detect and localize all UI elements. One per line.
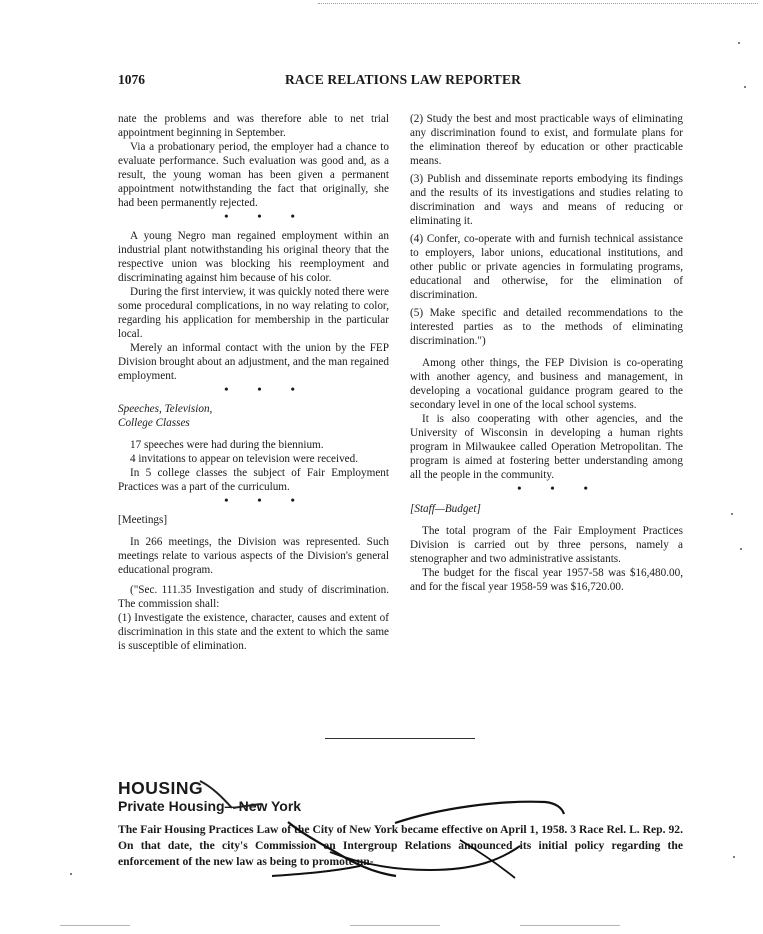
housing-paragraph: The Fair Housing Practices Law of the City of New York became effective on April 1, 1958. 3 Race Rel. L. Rep. 92. On that date, the city's Commission on Intergroup Relations announced its initial policy regarding the enforcement of the new law as being to promote un- [118, 823, 683, 868]
scan-edge-dotted-line [318, 3, 758, 4]
section-separator-dots: • • • [224, 493, 308, 507]
statute-item: (3) Publish and disseminate reports embodying its findings and the results of its investigations and studies relating to discrimination and ways and means of reducing or eliminating it. [410, 173, 683, 227]
section-divider-rule [325, 738, 475, 739]
scan-speck [733, 856, 735, 858]
paragraph: A young Negro man regained employment within an industrial plant notwithstanding his original theory that the respective union was blocking his reemployment and discriminating against him because of his color. [118, 230, 389, 284]
section-heading: [Meetings] [118, 514, 168, 526]
scan-edge-line [350, 925, 440, 926]
section-heading: College Classes [118, 417, 190, 429]
scan-speck [740, 548, 742, 550]
paragraph: nate the problems and was therefore able to net trial appointment beginning in September. [118, 113, 389, 139]
housing-subheading: Private Housing—New York [118, 798, 302, 814]
paragraph: The total program of the Fair Employment Practices Division is carried out by three persons, namely a stenographer and two administrative assistants. [410, 525, 683, 565]
paragraph: In 5 college classes the subject of Fair Employment Practices was a part of the curriculum. [118, 467, 389, 493]
paragraph: It is also cooperating with other agencies, and the University of Wisconsin in developing a human rights program in Milwaukee called Operation Metropolitan. The program is aimed at fostering better understanding among all the people in the community. [410, 413, 683, 481]
section-separator-dots: • • • [224, 382, 308, 396]
statute-item: (2) Study the best and most practicable ways of eliminating any discrimination found to exist, and formulate plans for the elimination thereof by education or other practicable means. [410, 113, 683, 167]
scan-edge-line [520, 925, 620, 926]
section-separator-dots: • • • [224, 209, 308, 223]
page-number: 1076 [118, 72, 145, 87]
section-heading: [Staff—Budget] [410, 503, 481, 515]
paragraph: 17 speeches were had during the biennium. [130, 439, 324, 451]
statute-item: (1) Investigate the existence, character, causes and extent of discrimination in this state and the extent to which the same is susceptible of elimination. [118, 612, 389, 652]
paragraph: Merely an informal contact with the union by the FEP Division brought about an adjustment, and the man regained employment. [118, 342, 389, 382]
paragraph: 4 invitations to appear on television were received. [130, 453, 359, 465]
pen-stroke [395, 802, 564, 823]
section-heading: Speeches, Television, [118, 403, 213, 415]
paragraph: The budget for the fiscal year 1957-58 was $16,480.00, and for the fiscal year 1958-59 was $16,720.00. [410, 567, 683, 593]
housing-heading: HOUSING [118, 778, 204, 798]
scan-speck [70, 873, 72, 875]
section-separator-dots: • • • [517, 481, 601, 495]
paragraph: Via a probationary period, the employer had a chance to evaluate performance. Such evaluation was good and, as a result, the young woman has been given a permanent appointment notwithstanding the fact that originally, she had been permanently rejected. [118, 141, 389, 209]
scan-speck [738, 42, 740, 44]
right-column [410, 112, 683, 594]
left-column [118, 112, 389, 653]
statute-item: (4) Confer, co-operate with and furnish technical assistance to employers, labor unions, educational institutions, and other public or private agencies in formulating programs, educational and otherwise, for the elimination of discrimination. [410, 233, 683, 301]
scan-speck [744, 86, 746, 88]
statute-item: (5) Make specific and detailed recommendations to the interested parties as to the methods of eliminating discrimination.") [410, 307, 683, 347]
paragraph: During the first interview, it was quickly noted there were some procedural complications, in no way relating to color, regarding his application for membership in the particular local. [118, 286, 389, 340]
paragraph: ("Sec. 111.35 Investigation and study of discrimination. The commission shall: [118, 584, 389, 610]
scan-edge-line [60, 925, 130, 926]
scan-speck [731, 513, 733, 515]
paragraph: Among other things, the FEP Division is co-operating with another agency, and business and management, in developing a vocational guidance program geared to the secondary level in one of the local school systems. [410, 357, 683, 411]
paragraph: In 266 meetings, the Division was represented. Such meetings relate to various aspects of the Division's general educational program. [118, 536, 389, 576]
running-head: RACE RELATIONS LAW REPORTER [285, 72, 521, 87]
